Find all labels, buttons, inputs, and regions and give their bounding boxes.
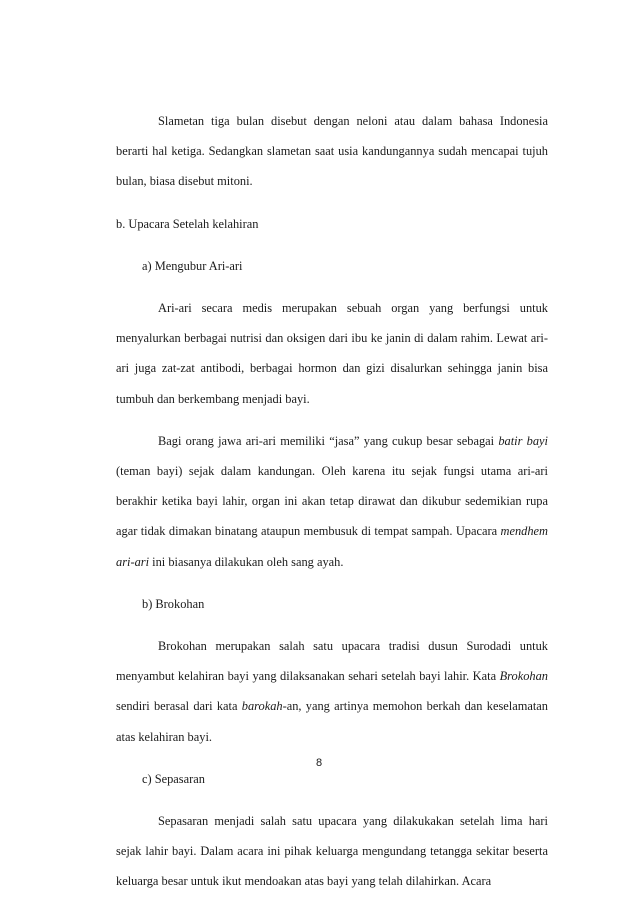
paragraph-sepasaran: Sepasaran menjadi salah satu upacara yang dilakukakan setelah lima hari sejak lahir bayi. Dalam acara ini pihak keluarga mengundang tetangga sekitar beserta keluarga besar untuk ikut mendoakan atas bayi yang telah dilahirkan. Acara — [116, 814, 548, 889]
paragraph-ari-ari-medis: Ari-ari secara medis merupakan sebuah organ yang berfungsi untuk menyalurkan berbagai nutrisi dan oksigen dari ibu ke janin di dalam rahim. Lewat ari-ari juga zat-zat antibodi, berbagai hormon dan gizi disalurkan sehingga janin bisa tumbuh dan berkembang menjadi bayi. — [116, 301, 548, 406]
italic-term: mendhem ari-ari — [116, 524, 548, 569]
text-run: (teman bayi) sejak dalam kandungan. Oleh karena itu sejak fungsi utama ari-ari berakhir ketika bayi lahir, organ ini akan tetap dirawat dan dikubur sedemikian rupa agar tidak dimakan binatang ataupun membusuk di tempat sampah. Upacara — [116, 464, 548, 539]
subheading-sepasaran: c) Sepasaran — [142, 771, 205, 786]
section-heading-b: b. Upacara Setelah kelahiran — [116, 216, 259, 231]
paragraph-ari-ari-jawa — [116, 426, 548, 577]
text-run: Bagi orang jawa ari-ari memiliki “jasa” yang cukup besar sebagai — [158, 433, 499, 448]
page-content — [116, 106, 548, 897]
text-run: -an, yang artinya memohon berkah dan keselamatan atas kelahiran bayi. — [116, 699, 548, 744]
subheading-mengubur-ari-ari: a) Mengubur Ari-ari — [142, 258, 243, 273]
italic-term: batir bayi — [498, 433, 548, 448]
text-run: sendiri berasal dari kata — [116, 699, 242, 714]
paragraph-slametan: Slametan tiga bulan disebut dengan neloni atau dalam bahasa Indonesia berarti hal ketiga. Sedangkan slametan saat usia kandungannya sudah mencapai tujuh bulan, biasa disebut mitoni. — [116, 114, 548, 189]
subheading-brokohan: b) Brokohan — [142, 596, 205, 611]
paragraph-brokohan — [116, 631, 548, 752]
text-run: Brokohan merupakan salah satu upacara tradisi dusun Surodadi untuk menyambut kelahiran bayi yang dilaksanakan sehari setelah bayi lahir. Kata — [116, 639, 548, 684]
italic-term: barokah — [241, 699, 283, 714]
italic-term: Brokohan — [499, 669, 548, 684]
page-number: 8 — [315, 757, 323, 769]
text-run: ini biasanya dilakukan oleh sang ayah. — [149, 554, 344, 569]
